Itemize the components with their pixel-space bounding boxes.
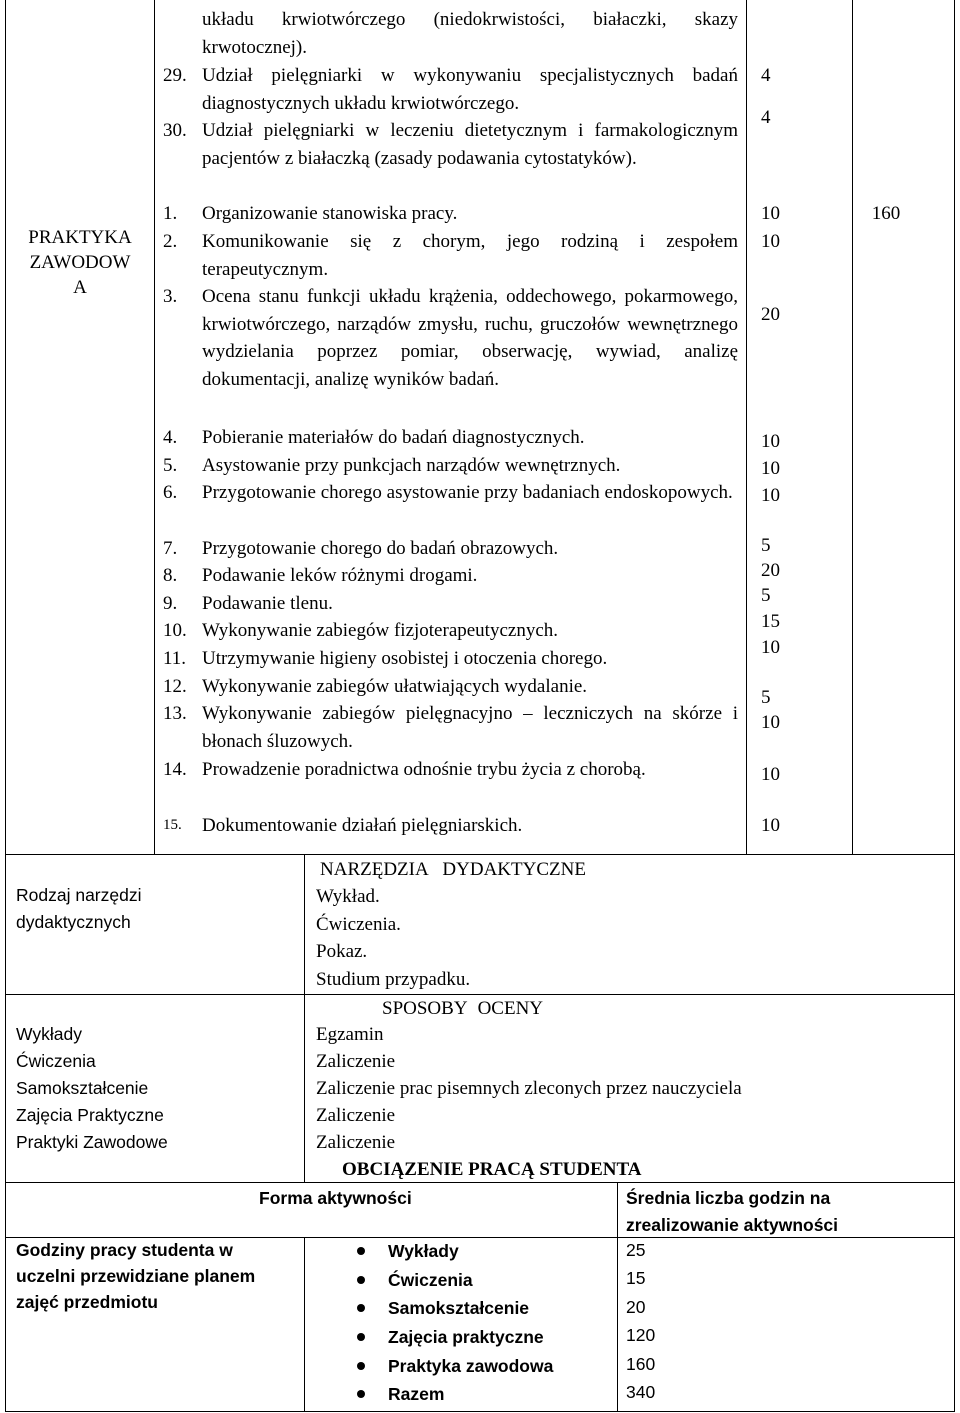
tools-list — [316, 883, 470, 993]
item-text: Ocena stanu funkcji układu krążenia, oddechowego, pokarmowego, krwiotwórczego, narządów zmysłu, ruchu, gruczołów wewnętrznego wydzielania poprzez pomiar, obserwację, wywiad, analizę dokumentacji, analizę wyników badań. — [202, 286, 738, 390]
bullet-icon — [357, 1276, 365, 1284]
tools-item: Wykład. — [316, 886, 380, 907]
item-hours: 10 — [761, 485, 780, 506]
list-item — [163, 617, 738, 645]
workload-row-value: 340 — [626, 1382, 656, 1402]
assessment-values — [316, 1021, 742, 1156]
item-text: Organizowanie stanowiska pracy. — [202, 203, 458, 224]
assessment-label: Ćwiczenia — [16, 1051, 96, 1071]
workload-label: Godziny pracy studenta w uczelni przewidziane planem zajęć przedmiotu — [16, 1240, 256, 1312]
bullet-icon — [357, 1362, 365, 1370]
item-text: Wykonywanie zabiegów ułatwiających wydalanie. — [202, 676, 588, 697]
assessment-value: Egzamin — [316, 1024, 384, 1045]
item-hours: 20 — [761, 560, 780, 581]
tools-label: Rodzaj narzędzi dydaktycznych — [16, 885, 142, 932]
section-hours-value: 160 — [871, 203, 901, 224]
item-text: Dokumentowanie działań pielęgniarskich. — [202, 815, 523, 836]
item-number: 12. — [163, 676, 187, 697]
item-text: Podawanie tlenu. — [202, 593, 333, 614]
item-text: Pobieranie materiałów do badań diagnostycznych. — [202, 427, 585, 448]
list-item — [163, 228, 738, 283]
item-text: Komunikowanie się z chorym, jego rodziną i zespołem terapeutycznym. — [202, 231, 738, 280]
item-number: 14. — [163, 759, 187, 780]
item-hours: 15 — [761, 611, 780, 632]
list-item — [163, 479, 738, 507]
bullet-icon — [357, 1247, 365, 1255]
item-hours: 5 — [761, 585, 771, 606]
item-text: Przygotowanie chorego asystowanie przy badaniach endoskopowych. — [202, 482, 733, 503]
item-text: Udział pielęgniarki w leczeniu dietetycznym i farmakologicznym pacjentów z białaczką (zasady podawania cytostatyków). — [202, 120, 738, 169]
item-text: Wykonywanie zabiegów pielęgnacyjno – leczniczych na skórze i błonach śluzowych. — [202, 703, 738, 752]
continued-text-value: układu krwiotwórczego (niedokrwistości, białaczki, skazy krwotocznej). — [202, 9, 738, 58]
workload-row-value: 15 — [626, 1268, 646, 1288]
item-text: Udział pielęgniarki w wykonywaniu specjalistycznych badań diagnostycznych układu krwiotwórczego. — [202, 65, 738, 114]
list-item — [163, 562, 738, 590]
item-text: Prowadzenie poradnictwa odnośnie trybu życia z chorobą. — [202, 759, 646, 780]
item-number: 9. — [163, 593, 178, 614]
item-number: 4. — [163, 427, 178, 448]
item-number: 6. — [163, 482, 178, 503]
list-item — [163, 535, 738, 563]
item-number: 30. — [163, 120, 187, 141]
item-number: 15. — [163, 817, 182, 833]
section-label-text: PRAKTYKA ZAWODOW A — [28, 227, 132, 298]
item-text: Utrzymywanie higieny osobistej i otoczenia chorego. — [202, 648, 608, 669]
list-item — [163, 756, 738, 784]
item-hours: 10 — [761, 815, 780, 836]
assessment-label: Zajęcia Praktyczne — [16, 1105, 164, 1125]
item-number: 3. — [163, 286, 178, 307]
bullet-icon — [357, 1304, 365, 1312]
bullet-icon — [357, 1390, 365, 1398]
list-item — [163, 62, 738, 117]
item-text: Asystowanie przy punkcjach narządów wewnętrznych. — [202, 455, 621, 476]
assessment-label: Samokształcenie — [16, 1078, 149, 1098]
workload-row-label: Wykłady — [388, 1241, 459, 1261]
workload-row-value: 25 — [626, 1240, 646, 1260]
item-hours: 10 — [761, 231, 780, 252]
list-item — [163, 645, 738, 673]
workload-row-label: Ćwiczenia — [388, 1270, 473, 1290]
list-item — [163, 424, 738, 452]
assessment-value: Zaliczenie — [316, 1051, 396, 1072]
workload-row-label: Samokształcenie — [388, 1298, 530, 1318]
list-item — [163, 812, 738, 840]
tools-item: Ćwiczenia. — [316, 913, 401, 935]
section-hours — [853, 200, 919, 228]
list-item — [163, 700, 738, 755]
item-hours: 5 — [761, 687, 771, 708]
assessment-label: Praktyki Zawodowe — [16, 1132, 168, 1152]
item-text: Wykonywanie zabiegów fizjoterapeutycznych. — [202, 620, 559, 641]
item-hours: 10 — [761, 203, 780, 224]
workload-row-label: Praktyka zawodowa — [388, 1356, 554, 1376]
item-number: 1. — [163, 203, 178, 224]
item-hours: 10 — [761, 431, 780, 452]
workload-row-label: Razem — [388, 1384, 445, 1404]
workload-row-value: 20 — [626, 1297, 646, 1317]
list-item — [163, 590, 738, 618]
item-hours: 4 — [761, 107, 771, 128]
assessment-value: Zaliczenie prac pisemnych zleconych przez nauczyciela — [316, 1078, 742, 1099]
assessment-value: Zaliczenie — [316, 1132, 396, 1153]
workload-col-hours: Średnia liczba godzin na zrealizowanie aktywności — [626, 1188, 839, 1235]
item-number: 7. — [163, 538, 178, 559]
item-number: 8. — [163, 565, 178, 586]
tools-heading: NARZĘDZIA DYDAKTYCZNE — [320, 859, 586, 880]
assessment-value: Zaliczenie — [316, 1105, 396, 1126]
item-hours: 20 — [761, 304, 780, 325]
list-item — [163, 200, 738, 228]
bullet-icon — [357, 1333, 365, 1341]
assessment-labels — [16, 1021, 168, 1156]
item-text: Przygotowanie chorego do badań obrazowych. — [202, 538, 559, 559]
item-hours: 4 — [761, 65, 771, 86]
item-number: 5. — [163, 455, 178, 476]
tools-item: Pokaz. — [316, 941, 368, 962]
list-item — [163, 117, 738, 172]
assessment-heading: SPOSOBY OCENY — [382, 998, 544, 1019]
section-label — [8, 200, 152, 300]
item-number: 10. — [163, 620, 187, 641]
assessment-label: Wykłady — [16, 1024, 82, 1044]
item-number: 29. — [163, 65, 187, 86]
list-item — [163, 283, 738, 393]
item-number: 13. — [163, 703, 187, 724]
workload-col-activity: Forma aktywności — [259, 1188, 412, 1208]
workload-row-label: Zajęcia praktyczne — [388, 1327, 544, 1347]
list-item — [163, 673, 738, 701]
workload-row-value: 160 — [626, 1354, 656, 1374]
list-item — [163, 452, 738, 480]
item-hours: 5 — [761, 535, 771, 556]
item-hours: 10 — [761, 712, 780, 733]
workload-heading: OBCIĄZENIE PRACĄ STUDENTA — [342, 1159, 642, 1180]
continued-text — [202, 6, 738, 61]
item-hours: 10 — [761, 637, 780, 658]
item-number: 2. — [163, 231, 178, 252]
workload-row-value: 120 — [626, 1325, 656, 1345]
item-number: 11. — [163, 648, 187, 669]
item-hours: 10 — [761, 458, 780, 479]
item-text: Podawanie leków różnymi drogami. — [202, 565, 478, 586]
item-hours: 10 — [761, 764, 780, 785]
tools-item: Studium przypadku. — [316, 968, 471, 990]
